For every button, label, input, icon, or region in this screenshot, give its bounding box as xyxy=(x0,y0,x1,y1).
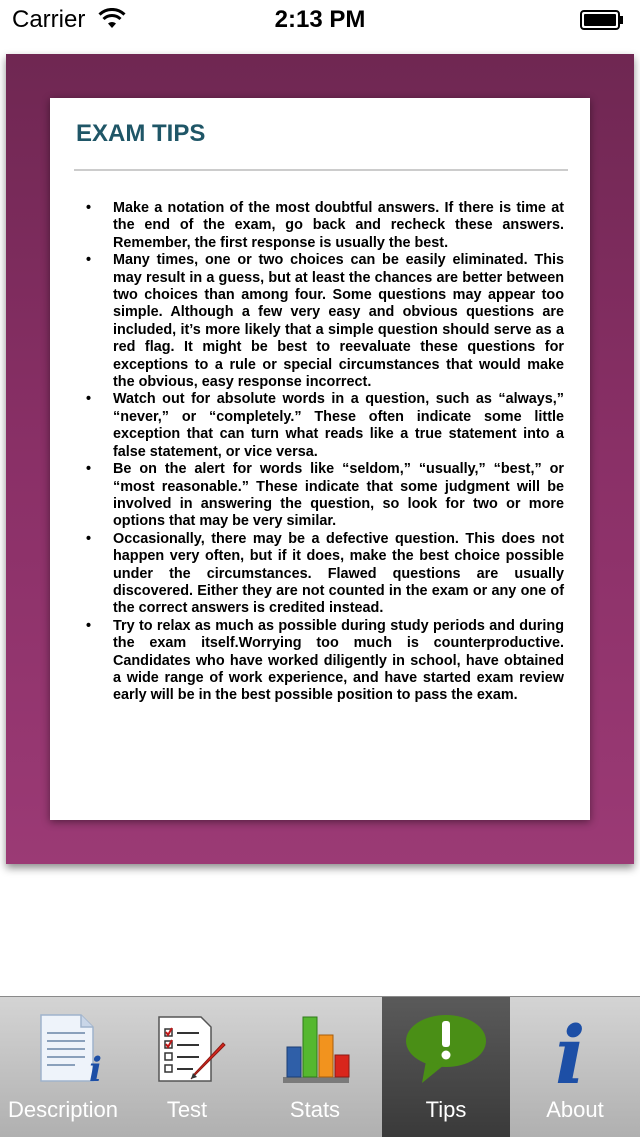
page-title: EXAM TIPS xyxy=(76,120,206,147)
tips-list xyxy=(78,200,564,705)
tab-test-label: Test xyxy=(166,1097,208,1122)
bullet-icon: • xyxy=(86,391,92,408)
tip-text: Occasionally, there may be a defective question. This does not happen very often, but if it does, make the best choice possible under the circumstances. Flawed questions are usually discovered. Either they are not counted in the exam or any one of the correct answers is credited instead. xyxy=(113,530,564,617)
tab-description-label: Description xyxy=(7,1097,119,1122)
tab-tips-label: Tips xyxy=(425,1097,467,1122)
tip-item xyxy=(78,618,564,705)
description-icon xyxy=(13,1011,113,1089)
tip-item xyxy=(78,531,564,618)
title-divider xyxy=(74,169,568,171)
about-info-icon xyxy=(525,1011,625,1089)
tab-bar xyxy=(0,996,640,1137)
tip-item xyxy=(78,461,564,531)
tip-text: Watch out for absolute words in a question, such as “always,” “never,” or “completely.” These often indicate some little exception that can turn what reads like a true statement into a false statement, or vice versa. xyxy=(113,391,564,460)
bullet-icon: • xyxy=(86,200,92,216)
bullet-icon: • xyxy=(86,530,92,547)
tip-text: Make a notation of the most doubtful answers. If there is time at the end of the exam, go back and recheck these answers. Remember, the first response is usually the best. xyxy=(113,200,564,251)
tab-description[interactable] xyxy=(0,997,126,1137)
content-frame xyxy=(6,54,634,864)
test-checklist-icon xyxy=(137,1011,237,1089)
battery-icon xyxy=(580,10,624,30)
tab-about-label: About xyxy=(546,1097,604,1122)
bullet-icon: • xyxy=(86,461,92,478)
tip-text: Many times, one or two choices can be easily eliminated. This may result in a guess, but at least the chances are better between two choices than among four. Some questions may appear too simple. Although a few very easy and obvious questions are included, it’s more likely that a simple question should serve as a red flag. It might be best to reevaluate these questions for exceptions to a rule or special circumstances that would make the obvious, easy response incorrect. xyxy=(113,252,564,391)
svg-text:i: i xyxy=(89,1050,102,1089)
tab-tips[interactable] xyxy=(382,997,510,1137)
tab-stats[interactable] xyxy=(248,997,382,1137)
carrier-label: Carrier xyxy=(12,6,86,33)
status-bar xyxy=(0,0,640,40)
tip-item xyxy=(78,391,564,461)
svg-text:i: i xyxy=(555,1011,586,1089)
tip-item xyxy=(78,252,564,391)
tip-text: Be on the alert for words like “seldom,” “usually,” “best,” or “most reasonable.” These indicate that some judgment will be involved in answering the question, so look for two or more options that may be very similar. xyxy=(113,461,564,530)
tip-text: Try to relax as much as possible during study periods and during the exam itself.Worrying too much is counterproductive. Candidates who have worked diligently in school, have obtained a wide range of work experience, and have started exam review early will be in the best possible position to pass the exam. xyxy=(113,617,564,704)
tab-about[interactable] xyxy=(510,997,640,1137)
tips-speech-bubble-icon xyxy=(396,1011,496,1089)
stats-bar-chart-icon xyxy=(265,1011,365,1089)
tips-card xyxy=(50,98,590,820)
status-time: 2:13 PM xyxy=(274,6,366,33)
bullet-icon: • xyxy=(86,617,92,634)
bullet-icon: • xyxy=(86,252,92,269)
tab-stats-label: Stats xyxy=(289,1097,341,1122)
tip-item xyxy=(78,200,564,252)
tab-test[interactable] xyxy=(126,997,248,1137)
